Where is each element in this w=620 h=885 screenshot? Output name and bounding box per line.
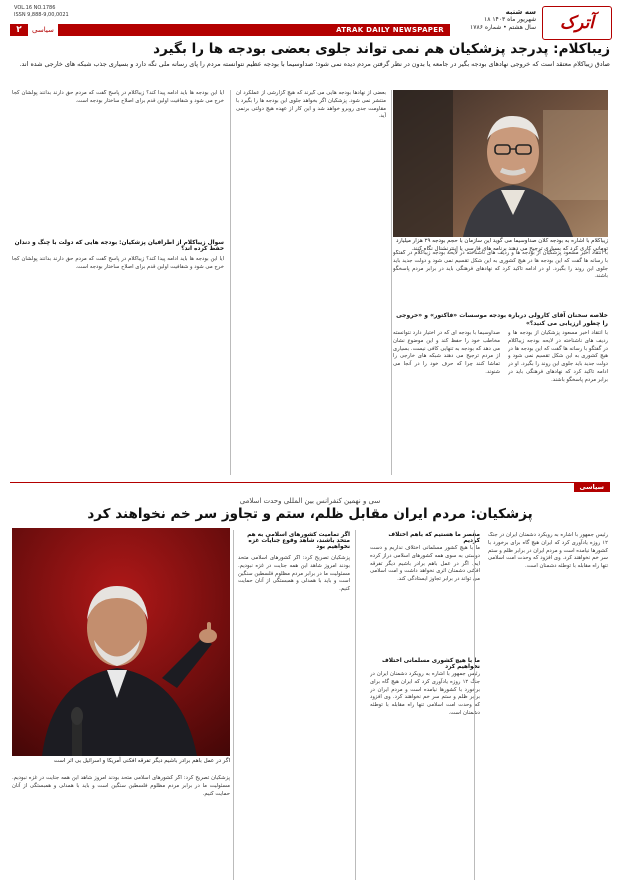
article2-body-col2: ما با هیچ کشور مسلمانی اختلاف نداریم و دست دوستی به سوی همه کشورهای اسلامی دراز کرده ایم. اگر در عمل باهم برادر باشیم دیگر تفرقه افکنی دشمنان اثری نخواهد داشت و امت اسلامی می تواند در برابر تجاوز ایستادگی کند. — [370, 545, 480, 583]
volume-number: VOL.16 NO.1786 — [14, 5, 56, 11]
article1-body-col1-top: با انتقاد اخیر مسعود پزشکیان از بودجه ها و ردیف های ناشناخته در لایحه بودجه زیباکلام در گفتگو با رسانه ها گفت که این بودجه ها در هیچ کشوری به این شکل تقسیم نمی شود و دولت جدید باید جلوی این روند را بگیرد. او در ادامه تاکید کرد که نهادهای فرهنگی باید در برابر مردم پاسخگو باشند. — [393, 250, 608, 280]
column-divider — [355, 530, 356, 880]
column-divider — [391, 90, 392, 475]
page-number: ۲ — [10, 25, 28, 35]
article1-body-col2: صداوسیما با بودجه ای که در اختیار دارد نتوانسته مخاطب خود را حفظ کند و این موضوع نشان می دهد که بودجه به تنهایی کافی نیست. بسیاری از مردم ترجیح می دهند شبکه های خارجی را تماشا کنند چرا که حرف خود را در آنجا می شنوند. — [393, 330, 500, 375]
masthead-ribbon — [10, 24, 450, 36]
issn-number: ISSN 9,888-9,00,0021 — [14, 12, 69, 18]
speaker-illustration — [12, 528, 230, 756]
article2-subhead-c: اگر تمامیت کشورهای اسلامی به هم متحد باشند، شاهد وقوع جنایات غزه نخواهیم بود — [247, 532, 350, 550]
article2-subhead-a: مقصر ما هستیم که باهم اختلاف کردیم — [388, 532, 480, 544]
column-divider — [230, 90, 231, 475]
section-ribbon — [10, 482, 610, 493]
article1-headline[interactable]: زیباکلام: پدرجد پزشکیان هم نمی تواند جلوی بعضی بودجه ها را بگیرد — [153, 41, 610, 57]
issue-day: سه شنبه — [505, 8, 536, 16]
article1-body-col3: بعضی از نهادها بودجه هایی می گیرند که هیچ گزارشی از عملکرد آن منتشر نمی شود. پزشکیان اگر بخواهد جلوی این بودجه ها را بگیرد با مقاومت جدی روبرو خواهد شد و این کار از عهده هیچ دولتی برنمی آید. — [236, 90, 386, 120]
article1-body-col4-top: آیا این بودجه ها باید ادامه پیدا کند؟ زیباکلام در پاسخ گفت که مردم حق دارند بدانند پولشان کجا خرج می شود و شفافیت اولین قدم برای اصلاح ساختار بودجه است. — [12, 90, 224, 104]
logo-text: آترک — [559, 13, 595, 33]
article1-body-col4: آیا این بودجه ها باید ادامه پیدا کند؟ زیباکلام در پاسخ گفت که مردم حق دارند بدانند پولشان کجا خرج می شود و شفافیت اولین قدم برای اصلاح ساختار بودجه است. — [12, 256, 224, 270]
article1-body-col1: با انتقاد اخیر مسعود پزشکیان از بودجه ها و ردیف های ناشناخته در لایحه بودجه زیباکلام در گفتگو با رسانه ها گفت که این بودجه ها در هیچ کشوری به این شکل تقسیم نمی شود و دولت جدید باید جلوی این روند را بگیرد. او در ادامه تاکید کرد که نهادهای فرهنگی باید در برابر مردم پاسخگو باشند. — [508, 330, 608, 383]
article1-subhead: خلاصه سخنان آقای کارولی درباره بودجه موسسات «فاکتور» و «خروجی را چطور ارزیابی می کنید؟» — [396, 312, 608, 327]
issue-date: ۱۸ شهریور ماه ۱۴۰۳ — [483, 16, 536, 23]
volume-info — [14, 5, 69, 19]
article2-photo-caption: اگر در عمل باهم برادر باشیم دیگر تفرقه افکنی آمریکا و اسرائیل بی اثر است — [53, 758, 230, 764]
column-divider — [233, 530, 234, 880]
article1-photo — [393, 90, 608, 237]
article1-photo-caption: زیباکلام با اشاره به بودجه کلان صداوسیما می گوید این سازمان با حجم بودجه ۲۹ هزار میلیارد تومانی کاری کرد که بسیاری ترجیح می دهند برنامه های فارسی یا اینترنشنال نگاه کنند. — [396, 238, 608, 252]
article1-col4-subhead: سوال زیباکلام از اطرافیان پزشکیان: بودجه هایی که دولت با چنگ و دندان حفظ کرده اند؟ — [14, 240, 224, 252]
article2-subhead-b: ما با هیچ کشوری مسلمانی اختلاف نخواهیم کرد — [382, 658, 480, 670]
article2-body-col1: رئیس جمهور با اشاره به رویکرد دشمنان ایران در جنگ ۱۲ روزه یادآوری کرد که ایران هیچ گاه برای برخورد با کشورها نیامده است و مردم ایران در برابر ظلم و ستم سر خم نخواهند کرد. وی افزود که وحدت امت اسلامی تنها راه مقابله با توطئه دشمنان است. — [488, 532, 608, 570]
article2-body-col2b: رئیس جمهور با اشاره به رویکرد دشمنان ایران در جنگ ۱۲ روزه یادآوری کرد که ایران هیچ گاه برای برخورد با کشورها نیامده است و مردم ایران در برابر ظلم و ستم سر خم نخواهند کرد. وی افزود که وحدت امت اسلامی تنها راه مقابله با توطئه دشمنان است. — [370, 671, 480, 716]
article1-lead: صادق زیباکلام معتقد است که خروجی نهادهای بودجه بگیر در جامعه یا بدون در نظر گرفتن مردم دیده نمی شود؛ صداوسیما با بودجه عظیم نتوانسته مردم را پای رسانه ملی نگه دارد و بسیاری جذب شبکه های خارجی شده اند. — [19, 60, 610, 68]
newspaper-logo[interactable] — [542, 6, 612, 40]
section-label: سیاسی — [574, 482, 610, 492]
portrait-illustration — [393, 90, 608, 237]
article2-kicker: سی و نهمین کنفرانس بین المللی وحدت اسلامی — [239, 497, 381, 505]
article2-body-col3: پزشکیان تصریح کرد: اگر کشورهای اسلامی متحد بودند امروز شاهد این همه جنایت در غزه نبودیم. مسئولیت ما در برابر مردم مظلوم فلسطین سنگین است و باید با همدلی و همبستگی از آنان حمایت کنیم. — [238, 555, 350, 593]
column-divider — [474, 530, 475, 880]
section-name: سیاسی — [28, 24, 58, 36]
issue-number-line: سال هشتم • شماره ۱۷۸۶ — [470, 24, 536, 31]
paper-name-latin: ATRAK DAILY NEWSPAPER — [336, 26, 444, 34]
article2-body-col-left: پزشکیان تصریح کرد: اگر کشورهای اسلامی متحد بودند امروز شاهد این همه جنایت در غزه نبودیم. مسئولیت ما در برابر مردم مظلوم فلسطین سنگین است و باید با همدلی و همبستگی از آنان حمایت کنیم. — [12, 775, 230, 797]
article2-photo — [12, 528, 230, 756]
article2-headline[interactable]: پزشکیان: مردم ایران مقابل ظلم، ستم و تجاوز سر خم نخواهند کرد — [87, 506, 533, 522]
date-block — [456, 8, 536, 32]
